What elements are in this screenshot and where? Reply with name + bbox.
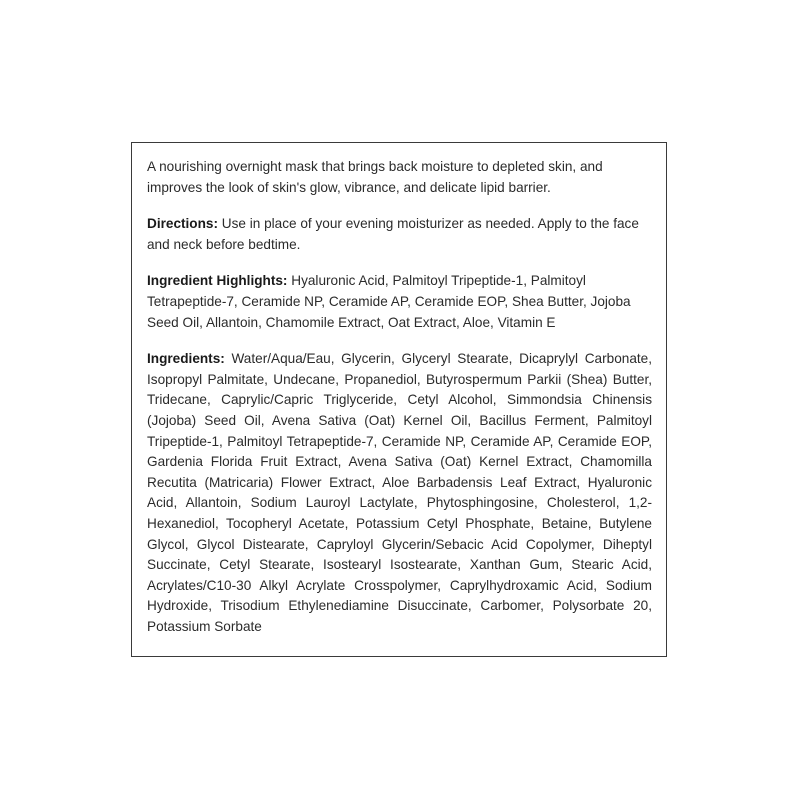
directions-label: Directions: xyxy=(147,216,219,232)
ingredients-section xyxy=(147,349,652,637)
product-info-card xyxy=(131,142,667,657)
product-description: A nourishing overnight mask that brings back moisture to depleted skin, and improves the look of skin's glow, vibrance, and delicate lipid barrier. xyxy=(147,159,603,195)
ingredient-highlights-label: Ingredient Highlights: xyxy=(147,273,288,289)
ingredient-highlights-text: Hyaluronic Acid, Palmitoyl Tripeptide-1, Palmitoyl Tetrapeptide-7, Ceramide NP, Ceramide AP, Ceramide EOP, Shea Butter, Jojoba Seed Oil, Allantoin, Chamomile Extract, Oat Extract, Aloe, Vitamin E xyxy=(147,273,631,330)
ingredient-highlights-section xyxy=(147,271,652,333)
ingredients-text: Water/Aqua/Eau, Glycerin, Glyceryl Stearate, Dicaprylyl Carbonate, Isopropyl Palmitate, Undecane, Propanediol, Butyrospermum Parkii (Shea) Butter, Tridecane, Caprylic/Capric Triglyceride, Cetyl Alcohol, Simmondsia Chinensis (Jojoba) Seed Oil, Avena Sativa (Oat) Kernel Oil, Bacillus Ferment, Palmitoyl Tripeptide-1, Palmitoyl Tetrapeptide-7, Ceramide NP, Ceramide AP, Ceramide EOP, Gardenia Florida Fruit Extract, Avena Sativa (Oat) Kernel Extract, Chamomilla Recutita (Matricaria) Flower Extract, Aloe Barbadensis Leaf Extract, Hyaluronic Acid, Allantoin, Sodium Lauroyl Lactylate, Phytosphingosine, Cholesterol, 1,2-Hexanediol, Tocopheryl Acetate, Potassium Cetyl Phosphate, Betaine, Butylene Glycol, Glycol Distearate, Capryloyl Glycerin/Sebacic Acid Copolymer, Diheptyl Succinate, Cetyl Stearate, Isostearyl Isostearate, Xanthan Gum, Stearic Acid, Acrylates/C10-30 Alkyl Acrylate Crosspolymer, Caprylhydroxamic Acid, Sodium Hydroxide, Trisodium Ethylenediamine Disuccinate, Carbomer, Polysorbate 20, Potassium Sorbate xyxy=(147,351,652,634)
directions-section xyxy=(147,214,652,255)
ingredients-label: Ingredients: xyxy=(147,351,225,367)
directions-text: Use in place of your evening moisturizer as needed. Apply to the face and neck before bedtime. xyxy=(147,216,639,252)
